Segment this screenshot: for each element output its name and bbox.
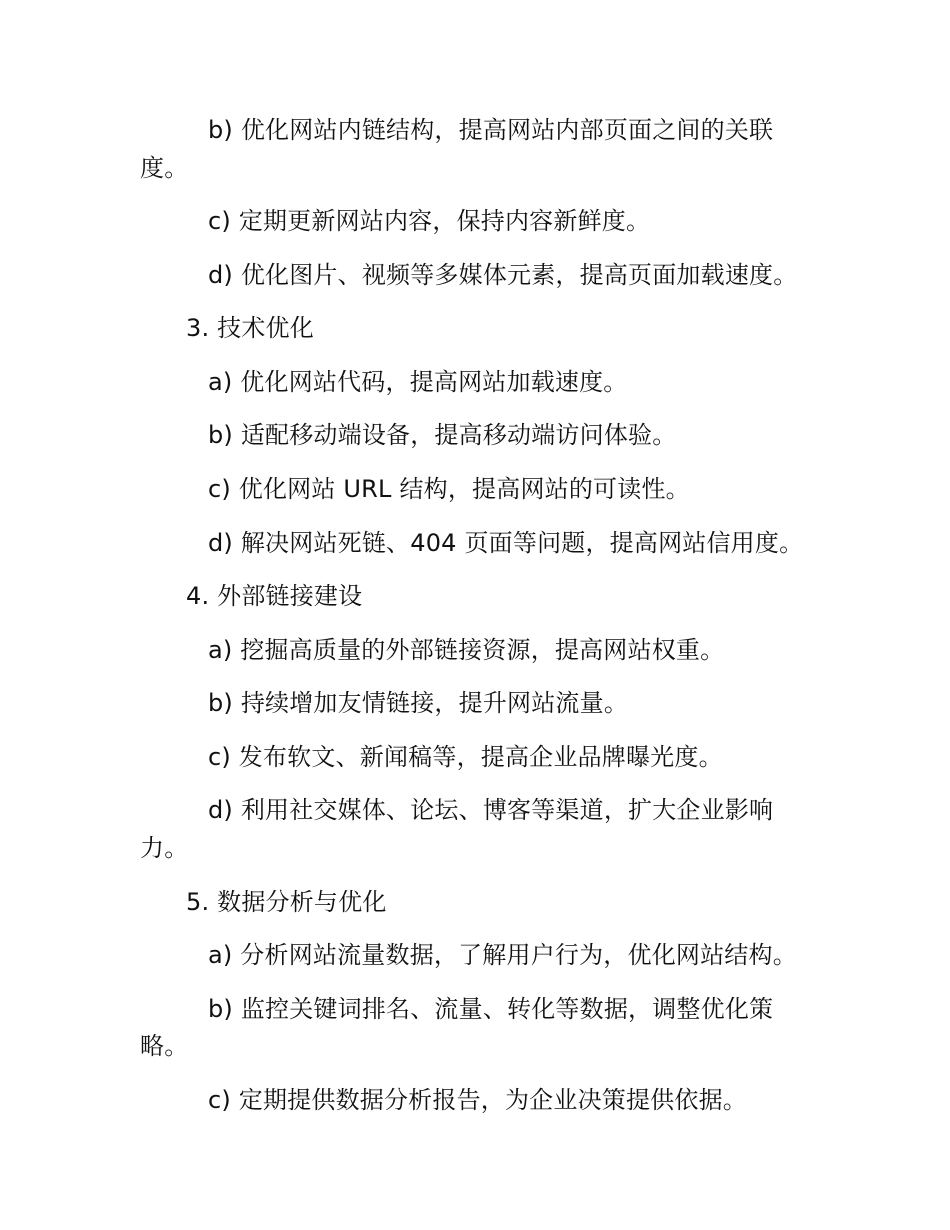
list-item-text: c) 优化网站 URL 结构，提高网站的可读性。 [208,475,690,503]
section-heading: 4. 外部链接建设 [186,582,363,610]
list-item-text: d) 优化图片、视频等多媒体元素，提高页面加载速度。 [208,261,798,289]
list-item-text-continuation: 力。 [140,834,189,862]
section-heading: 5. 数据分析与优化 [186,888,387,916]
list-item-text: b) 监控关键词排名、流量、转化等数据，调整优化策 [208,995,774,1023]
list-item-text: b) 持续增加友情链接，提升网站流量。 [208,689,629,717]
list-item-text: d) 解决网站死链、404 页面等问题，提高网站信用度。 [208,529,804,557]
list-item-text: b) 适配移动端设备，提高移动端访问体验。 [208,421,677,449]
section-heading: 3. 技术优化 [186,314,314,342]
list-item-text: a) 挖掘高质量的外部链接资源，提高网站权重。 [208,636,725,664]
list-item-text-continuation: 度。 [140,154,189,182]
list-item-text: c) 发布软文、新闻稿等，提高企业品牌曝光度。 [208,743,723,771]
list-item-text: b) 优化网站内链结构，提高网站内部页面之间的关联 [208,116,774,144]
list-item-text-continuation: 略。 [140,1032,189,1060]
list-item-text: a) 分析网站流量数据，了解用户行为，优化网站结构。 [208,941,797,969]
list-item-text: c) 定期更新网站内容，保持内容新鲜度。 [208,207,651,235]
list-item-text: a) 优化网站代码，提高网站加载速度。 [208,368,628,396]
list-item-text: c) 定期提供数据分析报告，为企业决策提供依据。 [208,1086,747,1114]
list-item-text: d) 利用社交媒体、论坛、博客等渠道，扩大企业影响 [208,796,774,824]
